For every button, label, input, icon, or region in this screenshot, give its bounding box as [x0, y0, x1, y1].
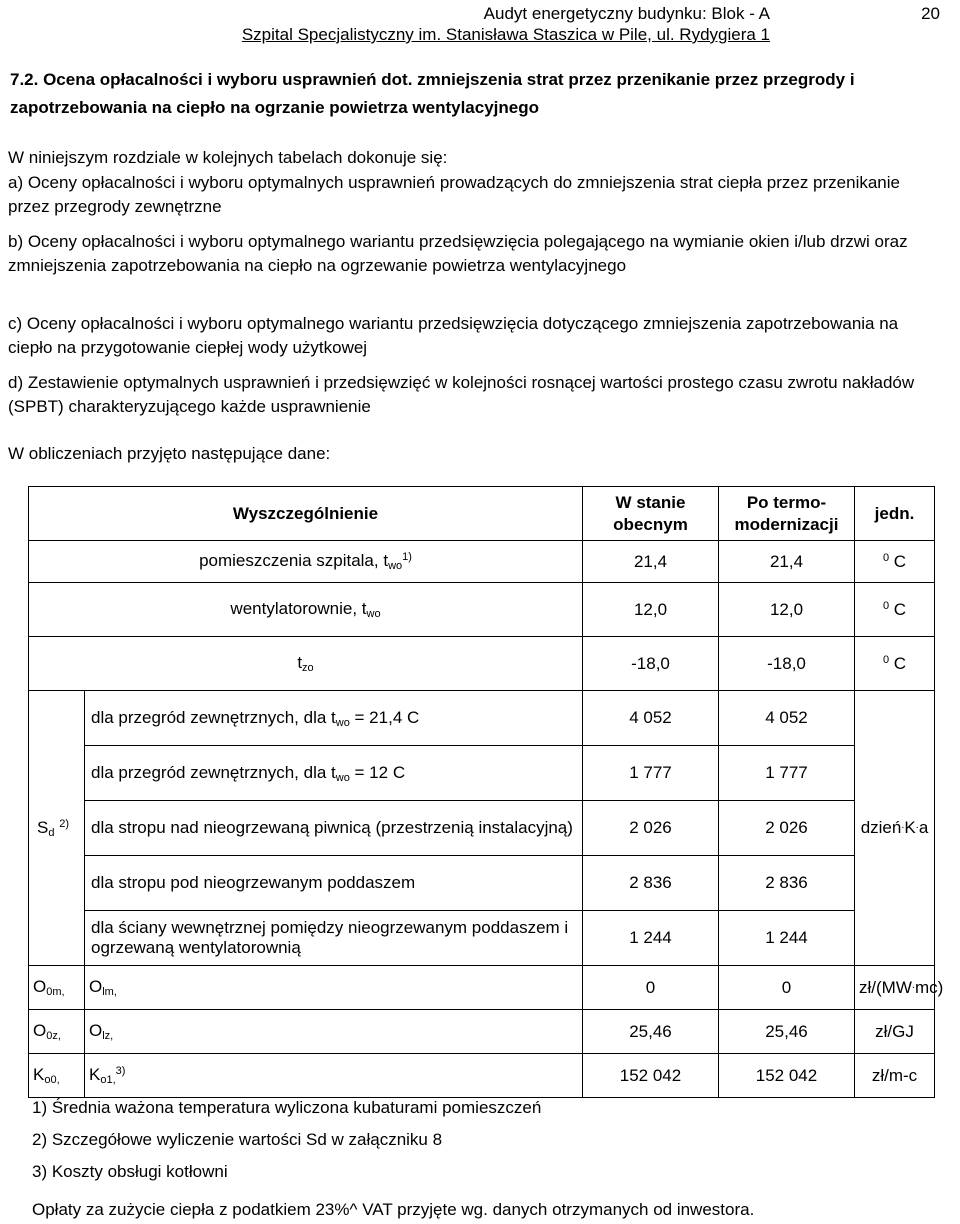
symbol-b: $K_{o1,}^{3)}$ — [85, 1054, 583, 1098]
sd-row-label: dla przegród zewnętrznych, dla $t_{wo} = 21,4$ C — [85, 691, 583, 746]
symbol-b: $O_{lm,}$ — [85, 966, 583, 1010]
row-label: $t_{zo}$ — [29, 637, 583, 691]
value-current: 1 777 — [583, 746, 719, 801]
symbol-a: $O_{0z,}$ — [29, 1010, 85, 1054]
page-number: 20 — [921, 4, 940, 23]
unit-cell: zł/m-c — [855, 1054, 935, 1098]
list-item-c: c) Oceny opłacalności i wyboru optymalnego wariantu przedsięwzięcia dotyczącego zmniejszenia zapotrzebowania na ciepło na przygotowanie ciepłej wody użytkowej — [8, 314, 899, 357]
sd-unit: dzień.K.a — [855, 691, 935, 966]
table-row — [29, 691, 935, 746]
sd-row-label: dla ściany wewnętrznej pomiędzy nieogrzewanym poddaszem i ogrzewaną wentylatorownią — [85, 911, 583, 966]
value-current: 0 — [583, 966, 719, 1010]
unit-cell: $^0$ C — [855, 583, 935, 637]
header-after: Po termo- modernizacji — [719, 487, 855, 541]
value-after: 21,4 — [719, 541, 855, 583]
footnote-3: 3) Koszty obsługi kotłowni — [32, 1162, 228, 1181]
value-after: 12,0 — [719, 583, 855, 637]
value-current: 152 042 — [583, 1054, 719, 1098]
value-after: 0 — [719, 966, 855, 1010]
value-current: 2 026 — [583, 801, 719, 856]
given-data-label: W obliczeniach przyjęto następujące dane: — [8, 444, 331, 463]
table-row — [29, 966, 935, 1010]
header-subtitle: Szpital Specjalistyczny im. Stanisława Staszica w Pile, ul. Rydygiera 1 — [241, 25, 770, 44]
value-current: 21,4 — [583, 541, 719, 583]
symbol-a: $O_{0m,}$ — [29, 966, 85, 1010]
table-row — [29, 801, 935, 856]
value-current: 1 244 — [583, 911, 719, 966]
header-unit: jedn. — [855, 487, 935, 541]
list-item-a: a) Oceny opłacalności i wyboru optymalnych usprawnień prowadzących do zmniejszenia strat ciepła przez przenikanie przez przegrody zewnętrzne — [8, 173, 900, 216]
footnote-2: 2) Szczegółowe wyliczenie wartości Sd w załączniku 8 — [32, 1130, 443, 1149]
sd-row-label: dla przegród zewnętrznych, dla $t_{wo} = 12$ C — [85, 746, 583, 801]
table-row — [29, 856, 935, 911]
table-row — [29, 1010, 935, 1054]
symbol-b: $O_{lz,}$ — [85, 1010, 583, 1054]
value-after: 1 777 — [719, 746, 855, 801]
footnote-1: 1) Średnia ważona temperatura wyliczona kubaturami pomieszczeń — [32, 1098, 542, 1117]
list-item-b: b) Oceny opłacalności i wyboru optymalnego wariantu przedsięwzięcia polegającego na wymianie okien i/lub drzwi oraz zmniejszenia zapotrzebowania na ciepło na ogrzewanie powietrza wentylacyjnego — [8, 232, 908, 275]
value-after: 2 836 — [719, 856, 855, 911]
value-current: 12,0 — [583, 583, 719, 637]
value-after: -18,0 — [719, 637, 855, 691]
table-row — [29, 1054, 935, 1098]
unit-cell: $^0$ C — [855, 541, 935, 583]
header-title: Audyt energetyczny budynku: Blok - A — [483, 4, 770, 23]
value-after: 2 026 — [719, 801, 855, 856]
table-header-row — [29, 487, 935, 541]
row-label: wentylatorownie, $t_{wo}$ — [29, 583, 583, 637]
table-row — [29, 637, 935, 691]
value-after: 152 042 — [719, 1054, 855, 1098]
value-current: 25,46 — [583, 1010, 719, 1054]
table-row — [29, 746, 935, 801]
table-row — [29, 583, 935, 637]
value-after: 25,46 — [719, 1010, 855, 1054]
unit-cell: zł/(MW.mc) — [855, 966, 935, 1010]
list-item-d: d) Zestawienie optymalnych usprawnień i przedsięwzięć w kolejności rosnącej wartości prostego czasu zwrotu nakładów (SPBT) charakteryzującego każde usprawnienie — [8, 373, 915, 416]
section-title: 7.2. Ocena opłacalności i wyboru usprawnień dot. zmniejszenia strat przez przenikanie przez przegrody i zapotrzebowania na ciepło na ogrzanie powietrza wentylacyjnego — [10, 70, 855, 117]
value-current: 4 052 — [583, 691, 719, 746]
value-after: 4 052 — [719, 691, 855, 746]
symbol-a: $K_{o0,}$ — [29, 1054, 85, 1098]
input-data-table — [28, 486, 944, 1098]
header-current: W stanie obecnym — [583, 487, 719, 541]
unit-cell: zł/GJ — [855, 1010, 935, 1054]
unit-cell: $^0$ C — [855, 637, 935, 691]
table-row — [29, 911, 935, 966]
intro-paragraph: W niniejszym rozdziale w kolejnych tabelach dokonuje się: — [8, 148, 448, 167]
value-current: 2 836 — [583, 856, 719, 911]
value-current: -18,0 — [583, 637, 719, 691]
value-after: 1 244 — [719, 911, 855, 966]
row-label: pomieszczenia szpitala, $t_{wo}^{1)}$ — [29, 541, 583, 583]
table-row — [29, 541, 935, 583]
sd-row-label: dla stropu nad nieogrzewaną piwnicą (przestrzenią instalacyjną) — [85, 801, 583, 856]
sd-symbol: $S_d$ $^{2)}$ — [29, 691, 85, 966]
sd-row-label: dla stropu pod nieogrzewanym poddaszem — [85, 856, 583, 911]
footnote-vat-note: Opłaty za zużycie ciepła z podatkiem 23%^ VAT przyjęte wg. danych otrzymanych od inwestora. — [32, 1200, 755, 1219]
header-desc: Wyszczególnienie — [29, 487, 583, 541]
